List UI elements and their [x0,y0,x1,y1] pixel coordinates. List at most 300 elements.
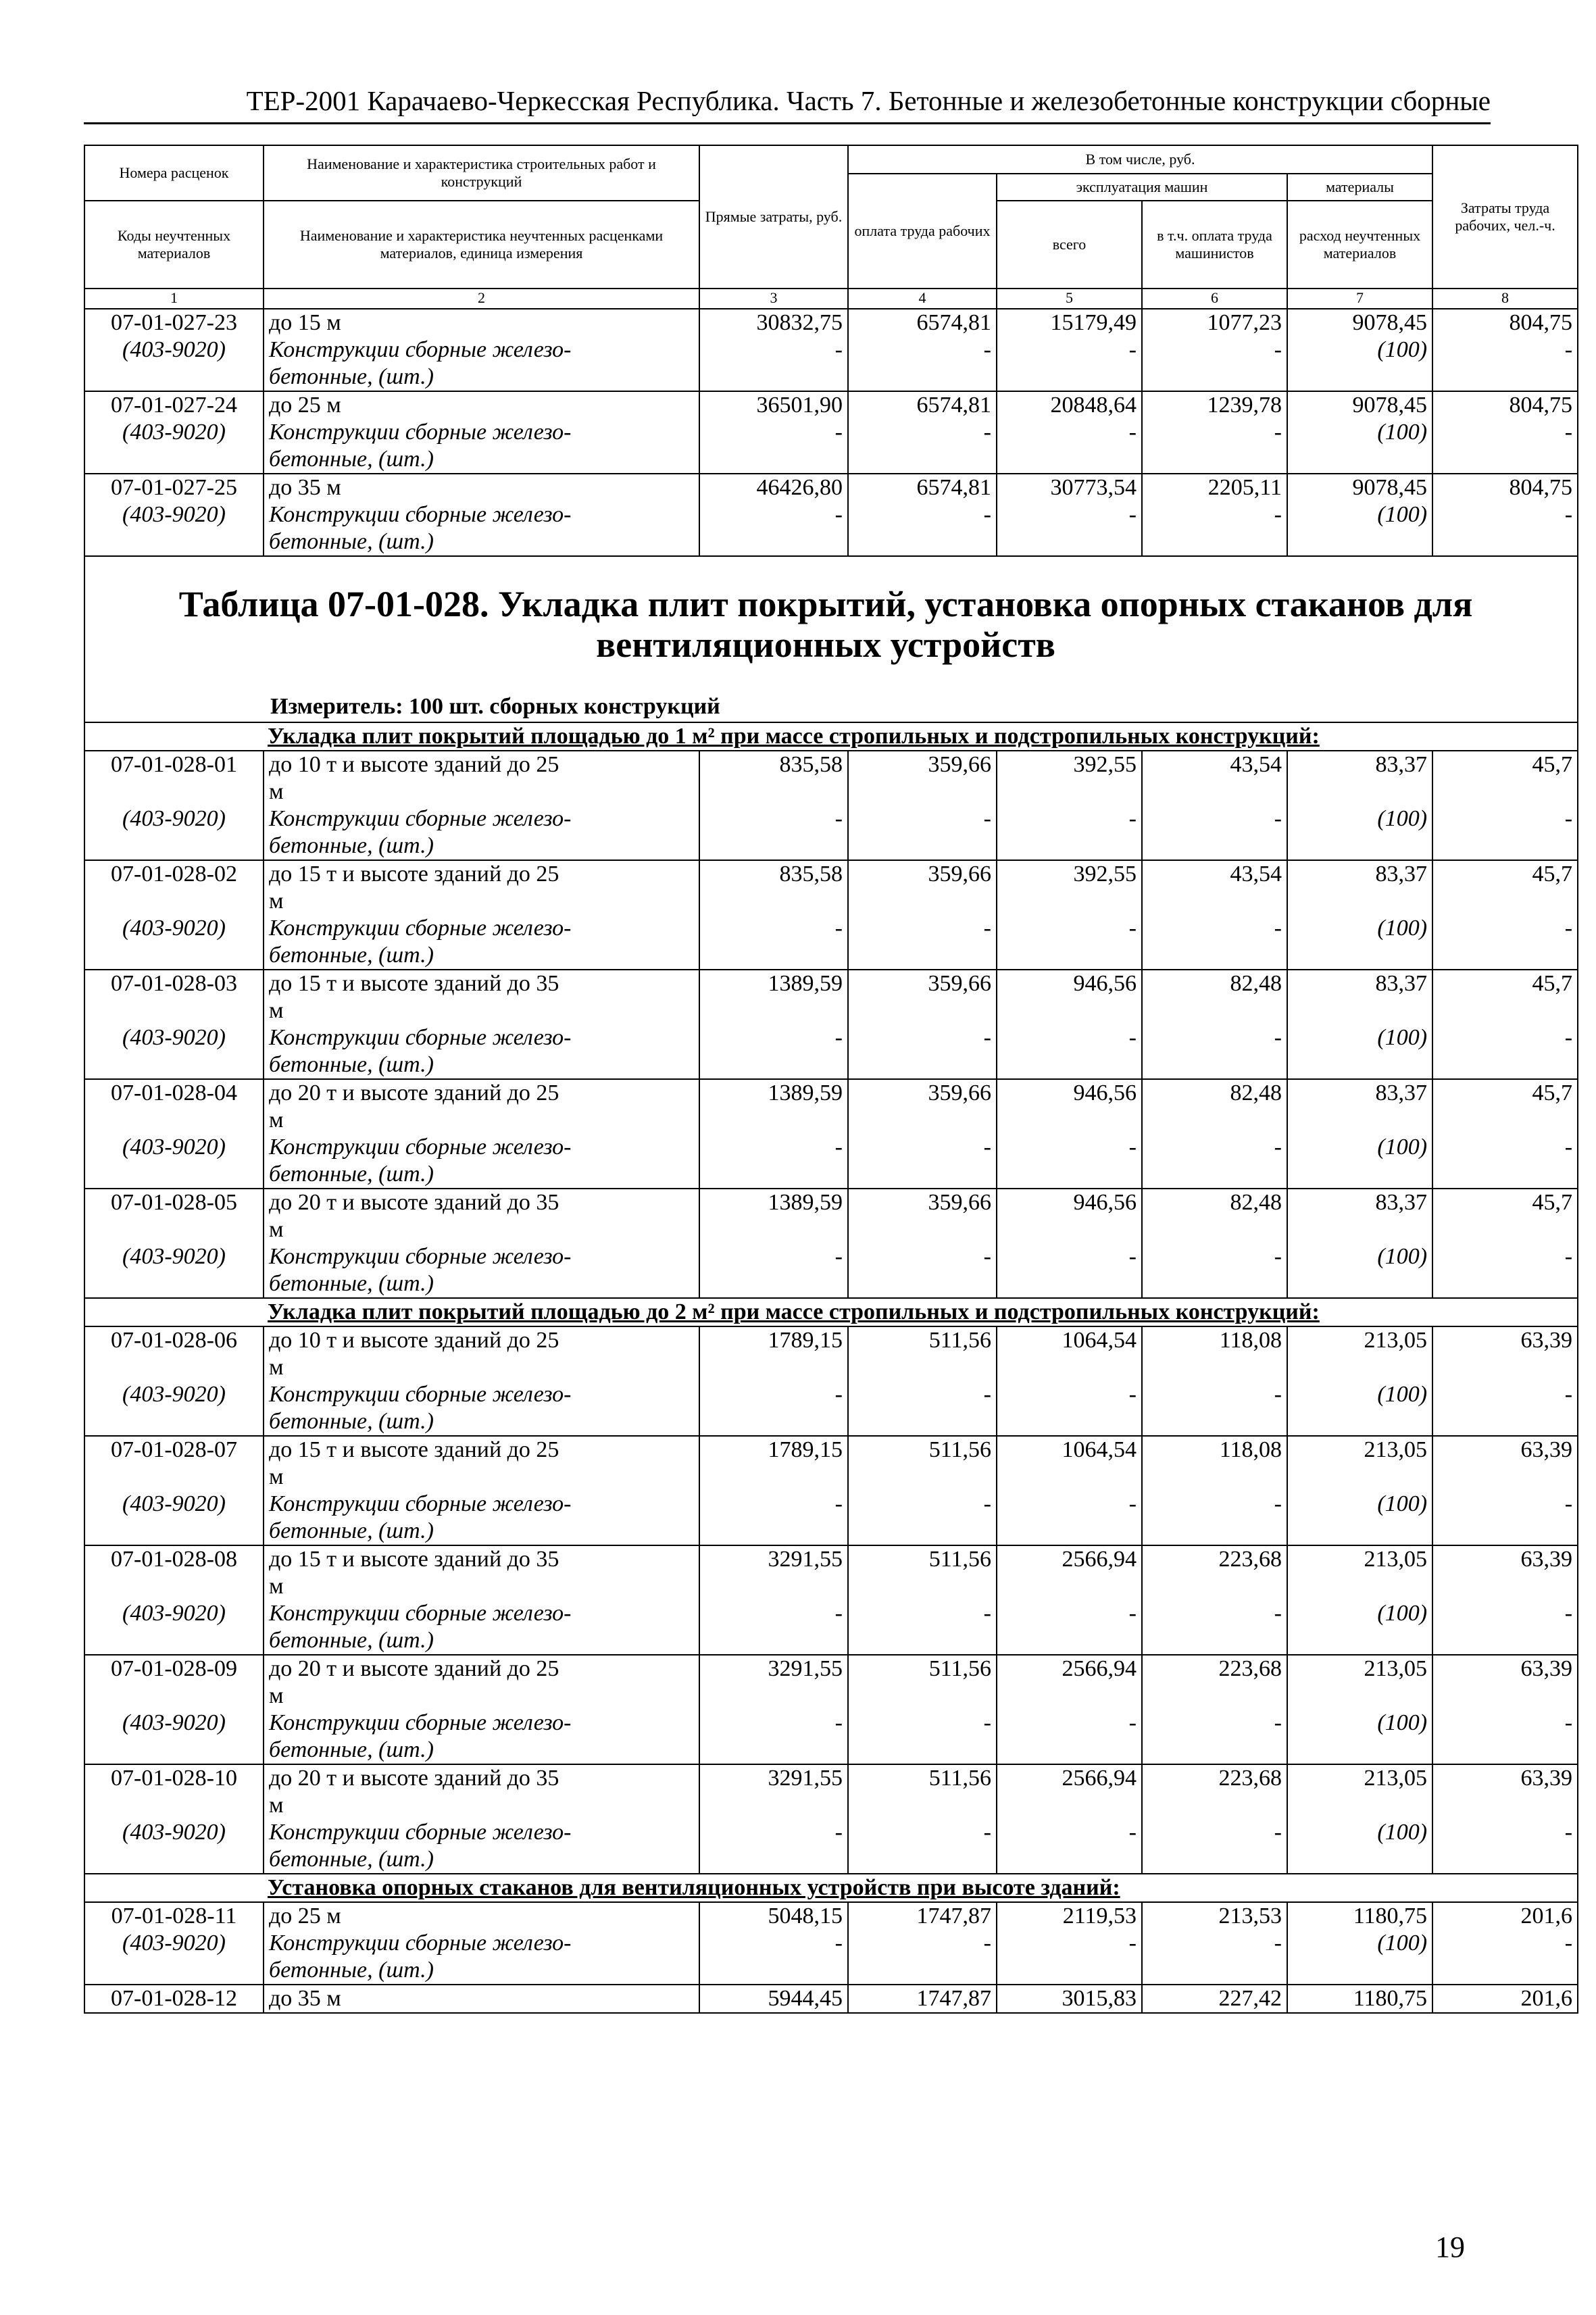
material-row [84,1134,1578,1161]
header-labor-wage: оплата труда рабочих [848,174,997,289]
dash: - [699,1710,848,1737]
material-row [84,915,1578,942]
dash: - [1432,1819,1578,1846]
material-percent: (100) [1287,1600,1432,1627]
table-row [84,860,1578,888]
column-number: 4 [848,289,997,309]
table-row [84,1436,1578,1464]
material-row [84,1243,1578,1270]
direct-cost: 1789,15 [699,1436,848,1464]
material-row [84,419,1578,446]
material-name: бетонные, (шт.) [264,528,699,556]
material-row [84,1930,1578,1957]
work-name-cont: м [264,1792,699,1819]
header-codes-1: Номера расценок [84,145,264,201]
rate-code: 07-01-028-07 [84,1436,264,1464]
section-heading: Установка опорных стаканов для вентиляционных устройств при высоте зданий: [84,1874,1578,1902]
labor-hours: 63,39 [1432,1655,1578,1683]
materials-cost: 213,05 [1287,1326,1432,1354]
materials-cost: 213,05 [1287,1545,1432,1573]
section-3-rows [84,1902,1578,2013]
material-code: (403-9020) [84,1600,264,1627]
labor-wage: 511,56 [848,1764,997,1792]
labor-wage: 511,56 [848,1436,997,1464]
operators-wage: 223,68 [1142,1764,1287,1792]
rate-code: 07-01-028-11 [84,1902,264,1930]
dash: - [1142,1930,1287,1957]
material-code: (403-9020) [84,1930,264,1957]
direct-cost: 30832,75 [699,309,848,337]
work-name: до 25 м [264,391,699,419]
column-number: 7 [1287,289,1432,309]
labor-hours: 201,6 [1432,1985,1578,2013]
material-percent: (100) [1287,1381,1432,1408]
material-name: Конструкции сборные железо- [264,1024,699,1051]
work-name-cont: м [264,1354,699,1381]
dash: - [699,1491,848,1518]
dash: - [997,1600,1142,1627]
work-name: до 25 м [264,1902,699,1930]
material-code: (403-9020) [84,1024,264,1051]
rate-code: 07-01-028-04 [84,1079,264,1107]
materials-cost: 9078,45 [1287,474,1432,501]
dash: - [1142,1024,1287,1051]
dash: - [848,1491,997,1518]
machines-total: 946,56 [997,1079,1142,1107]
direct-cost: 36501,90 [699,391,848,419]
material-name: Конструкции сборные железо- [264,1710,699,1737]
material-name: бетонные, (шт.) [264,1161,699,1189]
dash: - [1142,501,1287,528]
material-row [84,1600,1578,1627]
material-percent: (100) [1287,915,1432,942]
material-code: (403-9020) [84,1243,264,1270]
machines-total: 3015,83 [997,1985,1142,2013]
materials-cost: 213,05 [1287,1436,1432,1464]
column-number: 5 [997,289,1142,309]
machines-total: 946,56 [997,1189,1142,1216]
material-percent: (100) [1287,501,1432,528]
material-name: Конструкции сборные железо- [264,1243,699,1270]
material-name: бетонные, (шт.) [264,364,699,391]
rates-table [84,145,1578,2014]
material-row [84,337,1578,364]
operators-wage: 1077,23 [1142,309,1287,337]
work-name: до 15 т и высоте зданий до 35 [264,1545,699,1573]
dash: - [848,1381,997,1408]
work-name: до 15 т и высоте зданий до 35 [264,970,699,997]
labor-wage: 359,66 [848,860,997,888]
direct-cost: 5944,45 [699,1985,848,2013]
material-name: бетонные, (шт.) [264,1518,699,1545]
page-number: 19 [1435,2231,1465,2264]
dash: - [997,1243,1142,1270]
machines-total: 1064,54 [997,1326,1142,1354]
section-2-rows [84,1326,1578,1874]
header-machines-total: всего [997,201,1142,289]
material-name: бетонные, (шт.) [264,1846,699,1874]
work-name: до 20 т и высоте зданий до 35 [264,1764,699,1792]
labor-hours: 63,39 [1432,1764,1578,1792]
machines-total: 392,55 [997,751,1142,778]
table-row [84,1764,1578,1792]
work-name: до 35 м [264,1985,699,2013]
dash: - [1432,1134,1578,1161]
table-row [84,474,1578,501]
labor-hours: 45,7 [1432,860,1578,888]
rate-code: 07-01-028-12 [84,1985,264,2013]
header-unaccounted-use: расход неучтенных материалов [1287,201,1432,289]
header-codes-2: Коды неучтенных материалов [84,201,264,289]
labor-wage: 6574,81 [848,391,997,419]
material-name: бетонные, (шт.) [264,1957,699,1985]
dash: - [699,805,848,832]
material-name: Конструкции сборные железо- [264,805,699,832]
dash: - [1432,915,1578,942]
material-code: (403-9020) [84,1381,264,1408]
header-operators-wage: в т.ч. оплата труда машинистов [1142,201,1287,289]
dash: - [1432,419,1578,446]
materials-cost: 83,37 [1287,970,1432,997]
material-name: Конструкции сборные железо- [264,1491,699,1518]
material-code: (403-9020) [84,915,264,942]
dash: - [699,1600,848,1627]
work-name-cont: м [264,997,699,1024]
dash: - [848,419,997,446]
work-name: до 20 т и высоте зданий до 25 [264,1079,699,1107]
labor-hours: 63,39 [1432,1545,1578,1573]
labor-hours: 63,39 [1432,1436,1578,1464]
labor-hours: 45,7 [1432,970,1578,997]
work-name-cont: м [264,888,699,915]
dash: - [699,915,848,942]
dash: - [997,1134,1142,1161]
table-title: Таблица 07-01-028. Укладка плит покрытий, установка опорных стаканов для вентиляционных устройств [178,584,1473,665]
table-row [84,751,1578,778]
rate-code: 07-01-027-23 [84,309,264,337]
machines-total: 2566,94 [997,1545,1142,1573]
direct-cost: 46426,80 [699,474,848,501]
dash: - [1432,1024,1578,1051]
dash: - [848,1600,997,1627]
dash: - [1432,501,1578,528]
dash: - [997,501,1142,528]
dash: - [997,915,1142,942]
labor-hours: 804,75 [1432,391,1578,419]
machines-total: 2566,94 [997,1655,1142,1683]
work-name-cont: м [264,1107,699,1134]
dash: - [997,805,1142,832]
dash: - [1142,805,1287,832]
material-percent: (100) [1287,1819,1432,1846]
materials-cost: 83,37 [1287,751,1432,778]
header-names-1: Наименование и характеристика строительных работ и конструкций [264,145,699,201]
machines-total: 2566,94 [997,1764,1142,1792]
table-row [84,309,1578,337]
material-code: (403-9020) [84,501,264,528]
dash: - [699,1930,848,1957]
table-row [84,1985,1578,2013]
material-code: (403-9020) [84,1710,264,1737]
rate-code: 07-01-028-08 [84,1545,264,1573]
operators-wage: 223,68 [1142,1545,1287,1573]
operators-wage: 213,53 [1142,1902,1287,1930]
dash: - [848,1024,997,1051]
work-name-cont: м [264,1464,699,1491]
work-name: до 10 т и высоте зданий до 25 [264,751,699,778]
dash: - [1142,1710,1287,1737]
labor-hours: 45,7 [1432,1189,1578,1216]
material-percent: (100) [1287,805,1432,832]
material-percent: (100) [1287,1024,1432,1051]
table-row [84,970,1578,997]
meter-label: Измеритель: 100 шт. сборных конструкций [270,694,720,719]
machines-total: 1064,54 [997,1436,1142,1464]
machines-total: 15179,49 [997,309,1142,337]
material-row [84,1024,1578,1051]
labor-hours: 201,6 [1432,1902,1578,1930]
material-percent: (100) [1287,337,1432,364]
rate-code: 07-01-028-09 [84,1655,264,1683]
labor-wage: 511,56 [848,1545,997,1573]
work-name: до 10 т и высоте зданий до 25 [264,1326,699,1354]
materials-cost: 9078,45 [1287,391,1432,419]
dash: - [1432,1491,1578,1518]
materials-cost: 213,05 [1287,1764,1432,1792]
materials-cost: 83,37 [1287,860,1432,888]
table-row [84,1189,1578,1216]
column-number: 3 [699,289,848,309]
materials-cost: 1180,75 [1287,1985,1432,2013]
material-name: бетонные, (шт.) [264,1737,699,1764]
dash: - [848,1710,997,1737]
direct-cost: 1389,59 [699,1079,848,1107]
labor-hours: 45,7 [1432,751,1578,778]
dash: - [1432,1710,1578,1737]
work-name: до 15 т и высоте зданий до 25 [264,860,699,888]
dash: - [699,1024,848,1051]
work-name-cont: м [264,1573,699,1600]
dash: - [997,419,1142,446]
table-row [84,1655,1578,1683]
labor-wage: 359,66 [848,1079,997,1107]
machines-total: 30773,54 [997,474,1142,501]
material-name: бетонные, (шт.) [264,942,699,970]
machines-total: 20848,64 [997,391,1142,419]
material-row [84,501,1578,528]
dash: - [848,1134,997,1161]
materials-cost: 1180,75 [1287,1902,1432,1930]
material-code: (403-9020) [84,1134,264,1161]
work-name: до 35 м [264,474,699,501]
material-name: Конструкции сборные железо- [264,501,699,528]
direct-cost: 1389,59 [699,970,848,997]
operators-wage: 43,54 [1142,751,1287,778]
materials-cost: 83,37 [1287,1079,1432,1107]
material-percent: (100) [1287,1243,1432,1270]
material-name: бетонные, (шт.) [264,1270,699,1298]
direct-cost: 1389,59 [699,1189,848,1216]
dash: - [699,1134,848,1161]
direct-cost: 5048,15 [699,1902,848,1930]
operators-wage: 118,08 [1142,1436,1287,1464]
work-name-cont: м [264,1216,699,1243]
dash: - [699,419,848,446]
dash: - [848,501,997,528]
dash: - [997,1930,1142,1957]
work-name: до 15 т и высоте зданий до 25 [264,1436,699,1464]
table-title-block [84,556,1578,722]
labor-wage: 6574,81 [848,474,997,501]
dash: - [1432,1243,1578,1270]
dash: - [1142,1243,1287,1270]
dash: - [1142,419,1287,446]
material-name: бетонные, (шт.) [264,1627,699,1655]
table-row [84,1326,1578,1354]
rate-code: 07-01-028-05 [84,1189,264,1216]
machines-total: 2119,53 [997,1902,1142,1930]
work-name-cont: м [264,1683,699,1710]
direct-cost: 835,58 [699,860,848,888]
material-name: Конструкции сборные железо- [264,1381,699,1408]
column-number: 8 [1432,289,1578,309]
material-code: (403-9020) [84,337,264,364]
material-name: Конструкции сборные железо- [264,337,699,364]
dash: - [1432,1930,1578,1957]
materials-cost: 213,05 [1287,1655,1432,1683]
material-name: Конструкции сборные железо- [264,1600,699,1627]
dash: - [699,1381,848,1408]
material-name: бетонные, (шт.) [264,1408,699,1436]
operators-wage: 223,68 [1142,1655,1287,1683]
header-labor-hours: Затраты труда рабочих, чел.-ч. [1432,145,1578,289]
dash: - [997,1819,1142,1846]
material-name: бетонные, (шт.) [264,832,699,860]
dash: - [1142,337,1287,364]
operators-wage: 227,42 [1142,1985,1287,2013]
materials-cost: 83,37 [1287,1189,1432,1216]
dash: - [997,337,1142,364]
labor-wage: 511,56 [848,1655,997,1683]
labor-hours: 45,7 [1432,1079,1578,1107]
dash: - [699,1243,848,1270]
material-code: (403-9020) [84,1491,264,1518]
rate-code: 07-01-027-24 [84,391,264,419]
column-number: 1 [84,289,264,309]
machines-total: 392,55 [997,860,1142,888]
rate-code: 07-01-028-10 [84,1764,264,1792]
dash: - [848,1819,997,1846]
material-percent: (100) [1287,1134,1432,1161]
operators-wage: 82,48 [1142,1079,1287,1107]
operators-wage: 82,48 [1142,1189,1287,1216]
direct-cost: 1789,15 [699,1326,848,1354]
dash: - [1142,915,1287,942]
material-percent: (100) [1287,419,1432,446]
material-name: Конструкции сборные железо- [264,1819,699,1846]
dash: - [699,501,848,528]
section-heading: Укладка плит покрытий площадью до 2 м² при массе стропильных и подстропильных конструкций: [84,1298,1578,1326]
direct-cost: 3291,55 [699,1764,848,1792]
dash: - [848,915,997,942]
dash: - [997,1710,1142,1737]
header-materials: материалы [1287,174,1432,201]
work-name: до 20 т и высоте зданий до 25 [264,1655,699,1683]
dash: - [848,1243,997,1270]
table-row [84,391,1578,419]
column-number: 6 [1142,289,1287,309]
materials-cost: 9078,45 [1287,309,1432,337]
dash: - [1432,1600,1578,1627]
rate-code: 07-01-028-02 [84,860,264,888]
material-code: (403-9020) [84,805,264,832]
machines-total: 946,56 [997,970,1142,997]
table-row [84,1902,1578,1930]
direct-cost: 3291,55 [699,1655,848,1683]
table-row [84,1545,1578,1573]
rate-code: 07-01-027-25 [84,474,264,501]
labor-hours: 63,39 [1432,1326,1578,1354]
material-name: Конструкции сборные железо- [264,1930,699,1957]
dash: - [699,1819,848,1846]
dash: - [1142,1134,1287,1161]
material-code: (403-9020) [84,419,264,446]
header-machines: эксплуатация машин [997,174,1287,201]
rate-code: 07-01-028-06 [84,1326,264,1354]
rate-code: 07-01-028-03 [84,970,264,997]
operators-wage: 1239,78 [1142,391,1287,419]
material-percent: (100) [1287,1710,1432,1737]
header-direct-costs: Прямые затраты, руб. [699,145,848,289]
material-row [84,1491,1578,1518]
material-name: бетонные, (шт.) [264,1051,699,1079]
dash: - [997,1024,1142,1051]
labor-wage: 1747,87 [848,1902,997,1930]
labor-wage: 6574,81 [848,309,997,337]
work-name: до 20 т и высоте зданий до 35 [264,1189,699,1216]
work-name-cont: м [264,778,699,805]
material-name: Конструкции сборные железо- [264,915,699,942]
dash: - [848,1930,997,1957]
operators-wage: 118,08 [1142,1326,1287,1354]
material-percent: (100) [1287,1491,1432,1518]
direct-cost: 835,58 [699,751,848,778]
labor-hours: 804,75 [1432,309,1578,337]
operators-wage: 2205,11 [1142,474,1287,501]
column-number: 2 [264,289,699,309]
header-names-2: Наименование и характеристика неучтенных расценками материалов, единица измерения [264,201,699,289]
operators-wage: 43,54 [1142,860,1287,888]
dash: - [699,337,848,364]
dash: - [1142,1819,1287,1846]
dash: - [997,1381,1142,1408]
dash: - [1432,1381,1578,1408]
direct-cost: 3291,55 [699,1545,848,1573]
labor-wage: 359,66 [848,751,997,778]
section-1-rows [84,751,1578,1298]
material-row [84,1819,1578,1846]
dash: - [1142,1491,1287,1518]
section-heading: Укладка плит покрытий площадью до 1 м² при массе стропильных и подстропильных конструкций: [84,722,1578,751]
dash: - [848,805,997,832]
material-name: Конструкции сборные железо- [264,1134,699,1161]
labor-wage: 511,56 [848,1326,997,1354]
material-name: Конструкции сборные железо- [264,419,699,446]
material-row [84,805,1578,832]
material-name: бетонные, (шт.) [264,446,699,474]
material-row [84,1710,1578,1737]
rate-code: 07-01-028-01 [84,751,264,778]
